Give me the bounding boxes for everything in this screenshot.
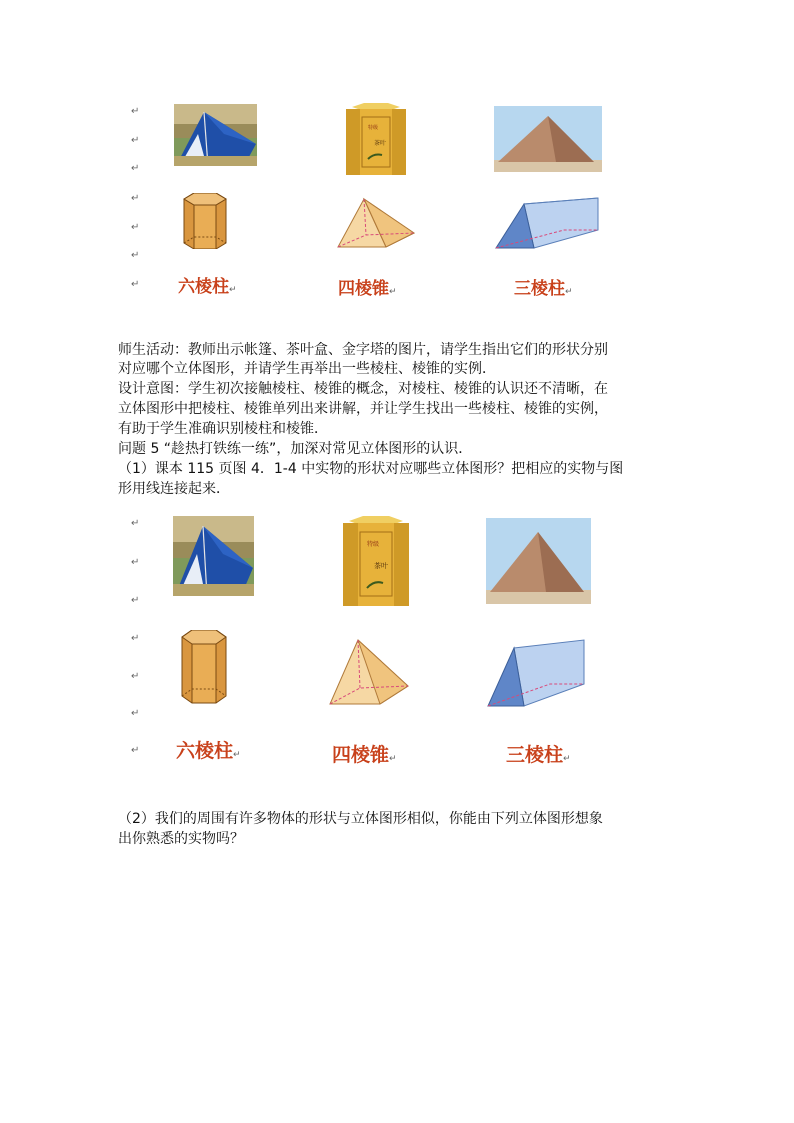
question-1-text: （1）课本 115 页图 4．1-4 中实物的形状对应哪些立体图形？把相应的实物与图 bbox=[118, 461, 624, 477]
paragraph-mark: ↵ bbox=[131, 671, 140, 682]
paragraph-mark: ↵ bbox=[131, 595, 140, 606]
paragraph-mark: ↵ bbox=[131, 518, 140, 529]
label-triangular-prism: 三棱柱↵ bbox=[514, 279, 573, 299]
triangular-prism-figure bbox=[486, 638, 588, 710]
triangular-prism-figure bbox=[494, 196, 602, 252]
pyramid-photo bbox=[494, 106, 602, 172]
paragraph-mark: ↵ bbox=[131, 250, 140, 261]
label-square-pyramid: 四棱锥↵ bbox=[338, 279, 397, 299]
paragraph-mark: ↵ bbox=[131, 745, 140, 756]
square-pyramid-figure bbox=[328, 638, 410, 708]
paragraph-mark: ↵ bbox=[131, 557, 140, 568]
design-intent-text: 有助于学生准确识别棱柱和棱锥． bbox=[118, 421, 328, 437]
tea-box-middle-text: 茶叶 bbox=[374, 140, 387, 147]
tent-photo bbox=[173, 516, 254, 596]
tea-box-photo bbox=[341, 516, 411, 608]
label-square-pyramid: 四棱锥↵ bbox=[332, 744, 397, 766]
tea-box-top-text: 特级 bbox=[367, 541, 380, 548]
label-triangular-prism: 三棱柱↵ bbox=[506, 744, 571, 766]
question-2-text: （2）我们的周围有许多物体的形状与立体图形相似，你能由下列立体图形想象 bbox=[118, 811, 603, 827]
paragraph-mark: ↵ bbox=[131, 708, 140, 719]
paragraph-mark: ↵ bbox=[131, 106, 140, 117]
paragraph-mark: ↵ bbox=[131, 222, 140, 233]
paragraph-mark: ↵ bbox=[131, 135, 140, 146]
hexagonal-prism-figure bbox=[182, 193, 228, 249]
activity-text: 师生活动：教师出示帐篷、茶叶盒、金字塔的图片，请学生指出它们的形状分别 bbox=[118, 342, 608, 358]
tent-photo bbox=[174, 104, 257, 166]
paragraph-mark: ↵ bbox=[131, 279, 140, 290]
label-hexagonal-prism: 六棱柱↵ bbox=[176, 740, 241, 762]
question-1-text: 形用线连接起来． bbox=[118, 481, 230, 497]
hexagonal-prism-figure bbox=[180, 630, 228, 704]
activity-text: 对应哪个立体图形，并请学生再举出一些棱柱、棱锥的实例． bbox=[118, 361, 496, 377]
design-intent-text: 设计意图：学生初次接触棱柱、棱锥的概念，对棱柱、棱锥的认识还不清晰，在 bbox=[118, 381, 608, 397]
label-hexagonal-prism: 六棱柱↵ bbox=[178, 277, 237, 297]
paragraph-mark: ↵ bbox=[131, 163, 140, 174]
square-pyramid-figure bbox=[336, 197, 416, 251]
problem-5-text: 问题 5 “趁热打铁练一练”，加深对常见立体图形的认识． bbox=[118, 441, 473, 457]
tea-box-top-text: 特级 bbox=[368, 125, 379, 131]
tea-box-photo bbox=[344, 103, 408, 177]
paragraph-mark: ↵ bbox=[131, 193, 140, 204]
design-intent-text: 立体图形中把棱柱、棱锥单列出来讲解，并让学生找出一些棱柱、棱锥的实例， bbox=[118, 401, 608, 417]
paragraph-mark: ↵ bbox=[131, 633, 140, 644]
pyramid-photo bbox=[486, 518, 591, 604]
tea-box-middle-text: 茶叶 bbox=[374, 562, 388, 570]
question-2-text: 出你熟悉的实物吗？ bbox=[118, 831, 244, 847]
